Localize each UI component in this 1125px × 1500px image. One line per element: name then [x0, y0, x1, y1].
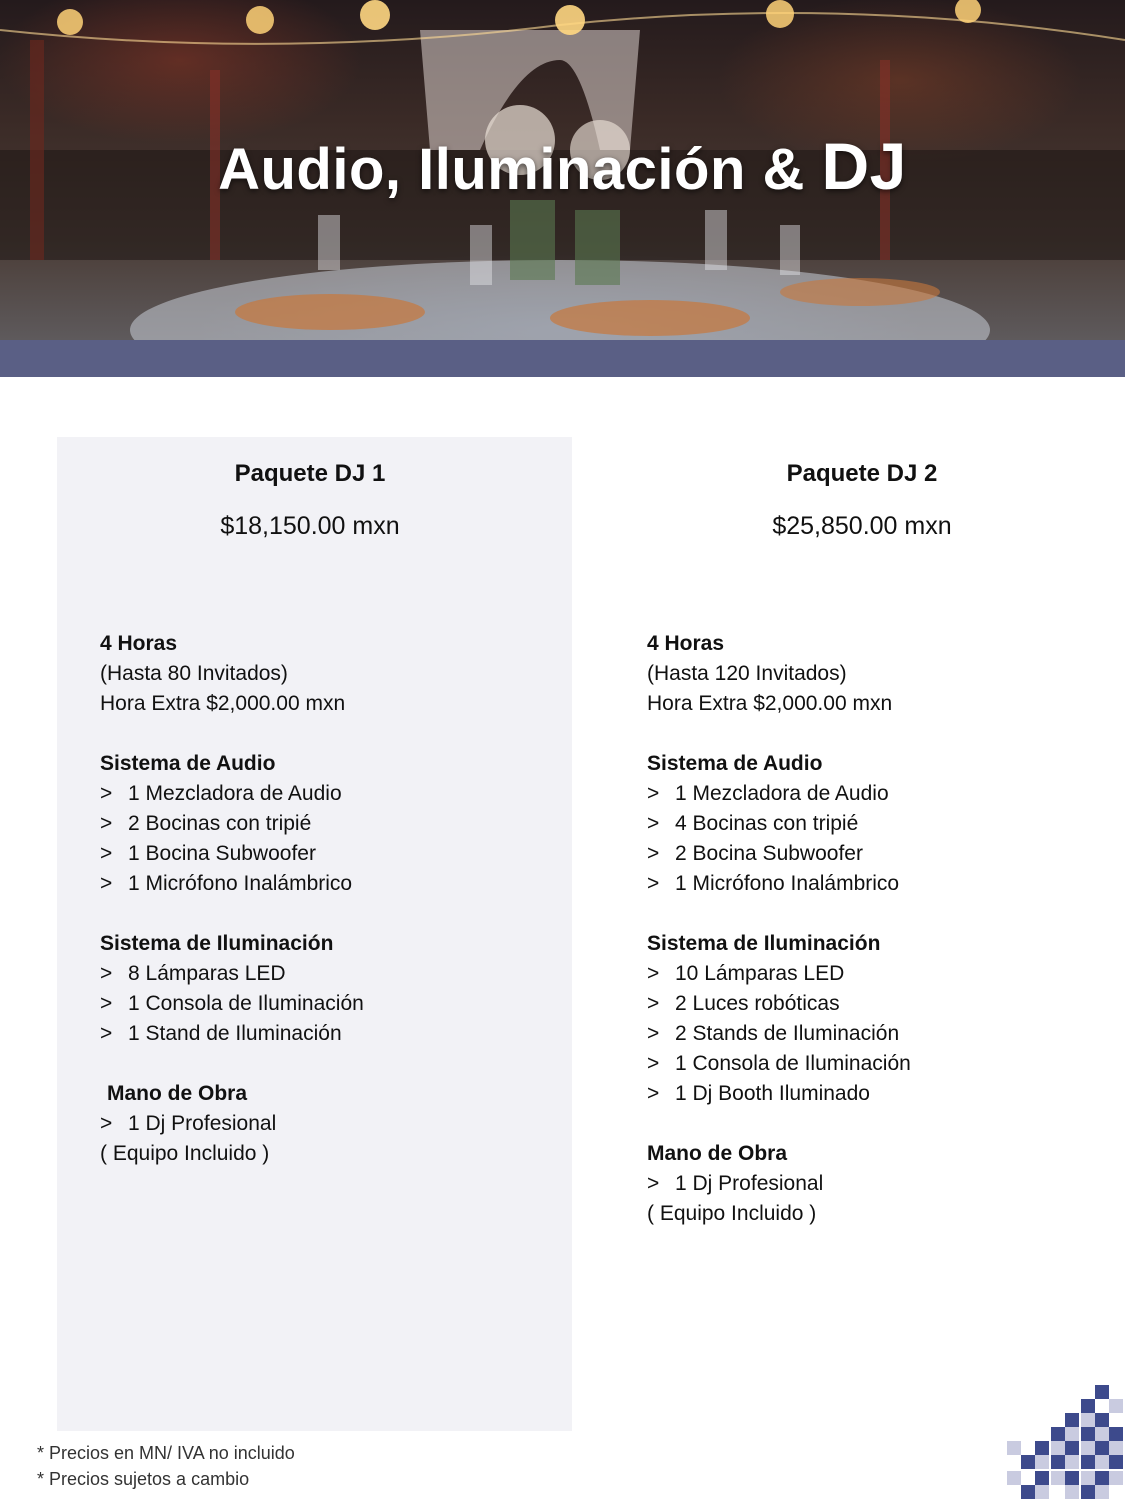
bullet: > [647, 992, 660, 1015]
bullet: > [647, 962, 660, 985]
title-main: Audio, Iluminación & [218, 137, 822, 202]
package-details [100, 629, 540, 1169]
footnotes [37, 1440, 295, 1492]
list-item: > 1 Dj Profesional [100, 1109, 540, 1139]
list-item: > 10 Lámparas LED [647, 959, 1087, 989]
lighting-heading: Sistema de Iluminación [100, 932, 334, 955]
hours: 4 Horas [100, 632, 178, 655]
extra-hour: Hora Extra $2,000.00 mxn [647, 692, 893, 715]
list-item: > 1 Micrófono Inalámbrico [100, 869, 540, 899]
list-item: > 1 Stand de Iluminación [100, 1019, 540, 1049]
bullet: > [100, 812, 113, 835]
hero-banner [0, 0, 1125, 340]
package-title: Paquete DJ 1 [234, 460, 386, 487]
bullet: > [647, 812, 660, 835]
equipment-note: ( Equipo Incluido ) [647, 1202, 817, 1225]
list-item: > 8 Lámparas LED [100, 959, 540, 989]
guests: (Hasta 80 Invitados) [100, 662, 288, 685]
equipment-note: ( Equipo Incluido ) [100, 1142, 270, 1165]
bullet: > [100, 842, 113, 865]
footnote: * Precios en MN/ IVA no incluido [37, 1443, 295, 1463]
bullet: > [647, 1082, 660, 1105]
labor-heading: Mano de Obra [647, 1142, 788, 1165]
list-item: > 1 Dj Booth Iluminado [647, 1079, 1087, 1109]
lighting-heading: Sistema de Iluminación [647, 932, 881, 955]
bullet: > [647, 782, 660, 805]
pixel-logo-icon [1005, 1383, 1125, 1500]
hours: 4 Horas [647, 632, 725, 655]
package-price: $25,850.00 mxn [772, 512, 952, 540]
bullet: > [647, 1052, 660, 1075]
package-price: $18,150.00 mxn [220, 512, 400, 540]
bullet: > [100, 1022, 113, 1045]
bullet: > [647, 1022, 660, 1045]
audio-heading: Sistema de Audio [100, 752, 276, 775]
audio-heading: Sistema de Audio [647, 752, 823, 775]
list-item: > 1 Consola de Iluminación [647, 1049, 1087, 1079]
package-title: Paquete DJ 2 [786, 460, 938, 487]
guests: (Hasta 120 Invitados) [647, 662, 847, 685]
list-item: > 1 Mezcladora de Audio [647, 779, 1087, 809]
list-item: > 2 Bocinas con tripié [100, 809, 540, 839]
bullet: > [100, 872, 113, 895]
accent-band [0, 340, 1125, 377]
page-title [0, 128, 1125, 204]
bullet: > [100, 962, 113, 985]
bullet: > [647, 872, 660, 895]
footnote: * Precios sujetos a cambio [37, 1469, 250, 1489]
bullet: > [647, 1172, 660, 1195]
list-item: > 1 Dj Profesional [647, 1169, 1087, 1199]
bullet: > [100, 992, 113, 1015]
bullet: > [647, 842, 660, 865]
list-item: > 2 Stands de Iluminación [647, 1019, 1087, 1049]
bullet: > [100, 782, 113, 805]
list-item: > 1 Consola de Iluminación [100, 989, 540, 1019]
list-item: > 2 Bocina Subwoofer [647, 839, 1087, 869]
bullet: > [100, 1112, 113, 1135]
package-details [647, 629, 1087, 1229]
list-item: > 1 Bocina Subwoofer [100, 839, 540, 869]
list-item: > 1 Mezcladora de Audio [100, 779, 540, 809]
list-item: > 1 Micrófono Inalámbrico [647, 869, 1087, 899]
title-dj: DJ [821, 129, 907, 203]
extra-hour: Hora Extra $2,000.00 mxn [100, 692, 346, 715]
list-item: > 2 Luces robóticas [647, 989, 1087, 1019]
labor-heading: Mano de Obra [107, 1082, 248, 1105]
list-item: > 4 Bocinas con tripié [647, 809, 1087, 839]
